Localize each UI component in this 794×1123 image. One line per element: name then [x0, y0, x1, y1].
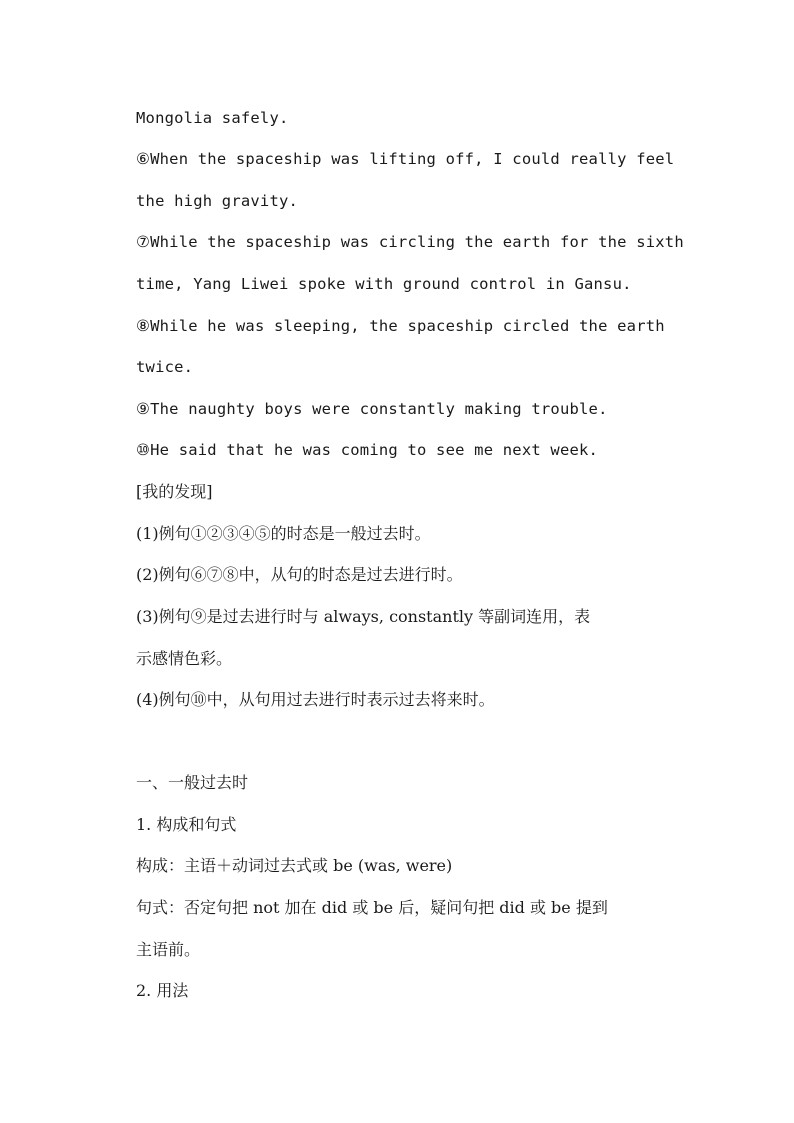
subsection-title-1: 1. 构成和句式	[136, 815, 237, 834]
example-text-line: the high gravity.	[136, 192, 299, 210]
finding-item-3-continued: 示感情色彩。	[136, 649, 233, 668]
example-sentence-9: ⑨The naughty boys were constantly making trouble.	[136, 400, 608, 418]
subsection-title-2: 2. 用法	[136, 981, 189, 1000]
example-sentence-6: ⑥When the spaceship was lifting off, I could really feel	[136, 150, 675, 168]
finding-item-1: (1)例句①②③④⑤的时态是一般过去时。	[136, 524, 431, 543]
finding-item-2: (2)例句⑥⑦⑧中，从句的时态是过去进行时。	[136, 565, 463, 584]
sentence-pattern-continued: 主语前。	[136, 940, 201, 959]
example-sentence-7: ⑦While the spaceship was circling the earth for the sixth	[136, 233, 684, 251]
section-title: 一、一般过去时	[136, 773, 249, 792]
example-sentence-10: ⑩He said that he was coming to see me next week.	[136, 441, 599, 459]
example-text-line: twice.	[136, 358, 194, 376]
example-text-line: time, Yang Liwei spoke with ground control in Gansu.	[136, 275, 632, 293]
finding-item-3: (3)例句⑨是过去进行时与 always, constantly 等副词连用，表	[136, 607, 591, 626]
composition-text: 构成：主语＋动词过去式或 be (was, were)	[136, 856, 453, 875]
sentence-pattern-text: 句式：否定句把 not 加在 did 或 be 后，疑问句把 did 或 be 提到	[136, 898, 608, 917]
example-text-line: Mongolia safely.	[136, 109, 289, 127]
findings-heading: [我的发现]	[136, 482, 213, 501]
finding-item-4: (4)例句⑩中，从句用过去进行时表示过去将来时。	[136, 690, 495, 709]
example-sentence-8: ⑧While he was sleeping, the spaceship circled the earth	[136, 317, 665, 335]
